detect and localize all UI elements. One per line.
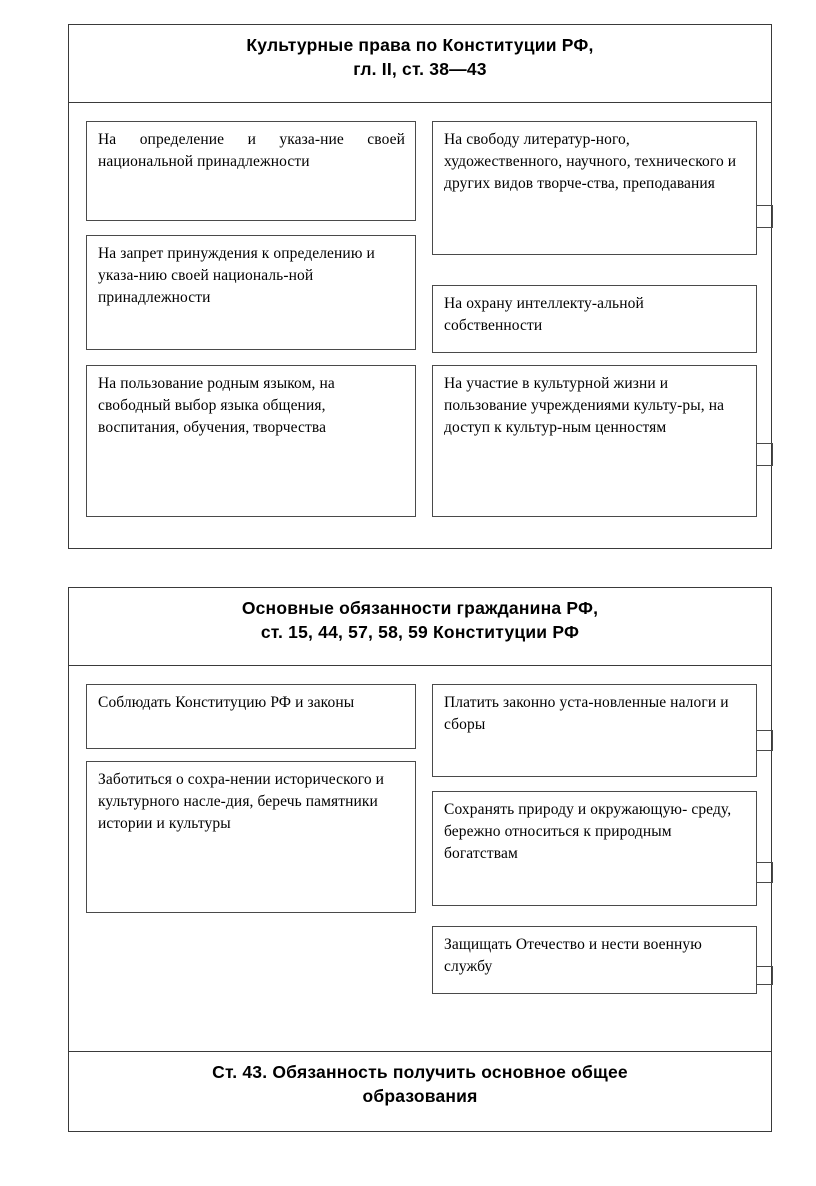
connector-stub-7 <box>757 862 773 863</box>
title-line-2: ст. 15, 44, 57, 58, 59 Конституции РФ <box>260 621 580 642</box>
block-citizen-duties-title <box>69 588 771 666</box>
connector-stub-5 <box>757 730 773 731</box>
connector-stub-2 <box>757 227 773 228</box>
node-right-no-coercion-nationality: На запрет принуждения к определению и указа-нию своей националь-ной принадлежности <box>86 235 416 350</box>
title-line-1: Культурные права по Конституции РФ, <box>246 35 594 55</box>
node-duty-preserve-heritage: Заботиться о сохра-нении исторического и культурного насле-дия, беречь памятники истории и культуры <box>86 761 416 913</box>
footer-line-1: Ст. 43. Обязанность получить основное общее <box>212 1062 628 1082</box>
connector-stub-4 <box>757 465 773 466</box>
node-right-freedom-of-creativity: На свободу литератур-ного, художественного, научного, технического и других видов творче-ства, преподавания <box>432 121 757 255</box>
connector-stub-6 <box>757 750 773 751</box>
node-duty-defend-fatherland: Защищать Отечество и нести военную службу <box>432 926 757 994</box>
title-line-1: Основные обязанности гражданина РФ, <box>241 598 599 618</box>
connector-stub-1 <box>757 205 773 206</box>
block-cultural-rights-title <box>69 25 771 103</box>
node-right-nationality-declaration: На определение и указа-ние своей национальной принадлежности <box>86 121 416 221</box>
node-duty-observe-constitution: Соблюдать Конституцию РФ и законы <box>86 684 416 749</box>
connector-stub-9-vert <box>772 966 773 984</box>
connector-stub-1-vert <box>772 205 773 227</box>
connector-stub-9 <box>757 966 773 967</box>
footer-line-2: образования <box>362 1085 478 1106</box>
block-cultural-rights-body <box>69 103 771 548</box>
block-cultural-rights <box>68 24 772 549</box>
node-right-cultural-life-participation: На участие в культурной жизни и пользование учреждениями культу-ры, на доступ к культур-ным ценностям <box>432 365 757 517</box>
connector-stub-7-vert <box>772 862 773 882</box>
block-citizen-duties-body <box>69 666 771 1051</box>
node-duty-protect-nature: Сохранять природу и окружающую- среду, бережно относиться к природным богатствам <box>432 791 757 906</box>
node-duty-pay-taxes: Платить законно уста-новленные налоги и сборы <box>432 684 757 777</box>
block-citizen-duties-footer <box>69 1051 771 1133</box>
block-citizen-duties <box>68 587 772 1132</box>
node-right-intellectual-property: На охрану интеллекту-альной собственности <box>432 285 757 353</box>
connector-stub-3-vert <box>772 443 773 465</box>
connector-stub-3 <box>757 443 773 444</box>
node-right-native-language: На пользование родным языком, на свободный выбор языка общения, воспитания, обучения, творчества <box>86 365 416 517</box>
connector-stub-5-vert <box>772 730 773 750</box>
connector-stub-8 <box>757 882 773 883</box>
title-line-2: гл. II, ст. 38—43 <box>353 58 487 79</box>
connector-stub-10 <box>757 984 773 985</box>
